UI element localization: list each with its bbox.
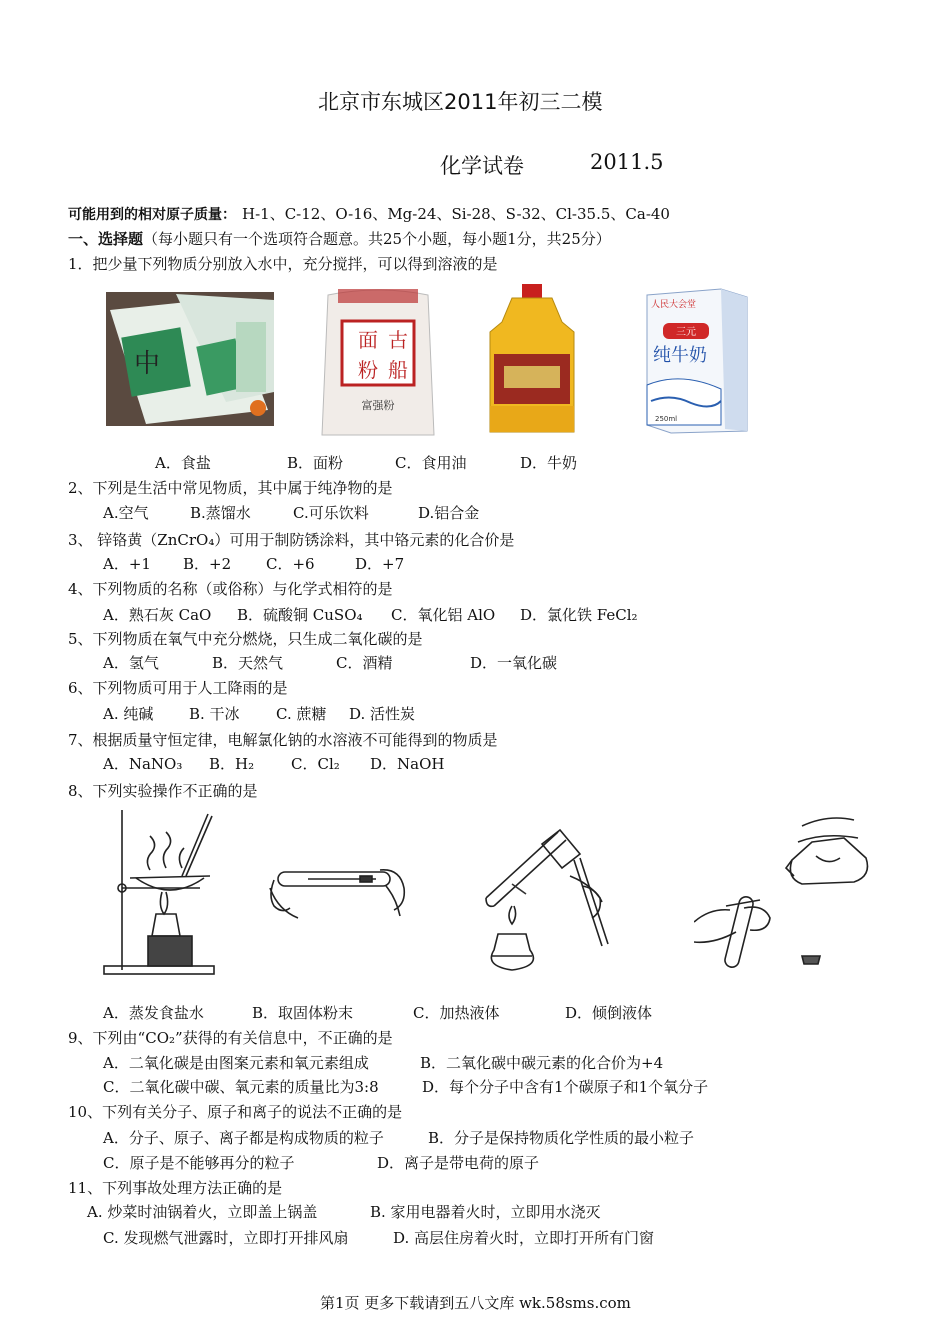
atomic-mass-values: H-1、C-12、O-16、Mg-24、Si-28、S-32、Cl-35.5、Ca-40 xyxy=(242,205,670,223)
q2-option-d: D.铝合金 xyxy=(418,504,480,522)
q3-stem: 3、 锌铬黄（ZnCrO₄）可用于制防锈涂料，其中铬元素的化合价是 xyxy=(68,531,515,549)
q11-stem: 11、下列事故处理方法正确的是 xyxy=(68,1179,283,1197)
q9-option-c: C．二氧化碳中碳、氧元素的质量比为3:8 xyxy=(103,1078,379,1096)
q2-option-b: B.蒸馏水 xyxy=(190,504,251,522)
q9-option-a: A．二氧化碳是由图案元素和氧元素组成 xyxy=(103,1054,369,1072)
exam-date: 2011.5 xyxy=(590,150,664,174)
q1-option-c: C．食用油 xyxy=(395,454,467,472)
q10-option-a: A．分子、原子、离子都是构成物质的粒子 xyxy=(103,1129,384,1147)
q10-option-b: B．分子是保持物质化学性质的最小粒子 xyxy=(428,1129,695,1147)
q1-option-d: D．牛奶 xyxy=(520,454,578,472)
q1-option-a: A．食盐 xyxy=(155,454,211,472)
q3-option-b: B．+2 xyxy=(183,555,232,573)
page-title: 北京市东城区2011年初三二模 xyxy=(318,90,603,114)
flour-label-3: 粉 xyxy=(358,358,378,382)
q11-option-c: C. 发现燃气泄露时，立即打开排风扇 xyxy=(103,1229,349,1247)
q8-option-a: A．蒸发食盐水 xyxy=(103,1004,204,1022)
q5-stem: 5、下列物质在氧气中充分燃烧，只生成二氧化碳的是 xyxy=(68,630,423,648)
section1-label: 一、选择题 xyxy=(68,230,144,248)
q6-option-b: B. 干冰 xyxy=(189,705,240,723)
q6-option-a: A. 纯碱 xyxy=(103,705,154,723)
q4-option-d: D．氯化铁 FeCl₂ xyxy=(520,606,638,624)
q9-stem: 9、下列由“CO₂”获得的有关信息中，不正确的是 xyxy=(68,1029,393,1047)
q10-option-c: C．原子是不能够再分的粒子 xyxy=(103,1154,295,1172)
q11-option-d: D. 高层住房着火时，立即打开所有门窗 xyxy=(393,1229,655,1247)
section1-heading xyxy=(68,228,611,249)
q1-stem: 1．把少量下列物质分别放入水中，充分搅拌，可以得到溶液的是 xyxy=(68,255,498,273)
q4-option-c: C．氧化铝 AlO xyxy=(391,606,496,624)
q8-option-c: C．加热液体 xyxy=(413,1004,500,1022)
q10-stem: 10、下列有关分子、原子和离子的说法不正确的是 xyxy=(68,1103,403,1121)
q7-option-a: A．NaNO₃ xyxy=(103,755,183,773)
flour-label-2: 古 xyxy=(388,328,408,352)
heating-liquid-apparatus-image xyxy=(482,826,622,974)
q8-option-d: D．倾倒液体 xyxy=(565,1004,653,1022)
q2-option-c: C.可乐饮料 xyxy=(293,504,369,522)
page-footer: 第1页 更多下载请到五八文库 wk.58sms.com xyxy=(320,1294,631,1312)
salt-char: 中 xyxy=(134,349,161,379)
q2-option-a: A.空气 xyxy=(103,504,149,522)
q6-stem: 6、下列物质可用于人工降雨的是 xyxy=(68,679,288,697)
q6-option-d: D. 活性炭 xyxy=(349,705,416,723)
q11-option-b: B. 家用电器着火时，立即用水浇灭 xyxy=(370,1203,601,1221)
q7-option-d: D．NaOH xyxy=(370,755,445,773)
q8-stem: 8、下列实验操作不正确的是 xyxy=(68,782,258,800)
q8-option-b: B．取固体粉末 xyxy=(252,1004,354,1022)
q9-option-d: D．每个分子中含有1个碳原子和1个氧分子 xyxy=(422,1078,709,1096)
q11-option-a: A. 炒菜时油锅着火，立即盖上锅盖 xyxy=(87,1203,318,1221)
flour-bag-image xyxy=(318,285,438,437)
atomic-mass-line xyxy=(68,203,670,224)
q6-option-c: C. 蔗糖 xyxy=(276,705,327,723)
q5-option-a: A．氢气 xyxy=(103,654,159,672)
q7-option-b: B．H₂ xyxy=(209,755,255,773)
subject-title: 化学试卷 xyxy=(440,154,524,178)
milk-brand-text: 三元 xyxy=(676,327,696,338)
q7-stem: 7、根据质量守恒定律，电解氯化钠的水溶液不可能得到的物质是 xyxy=(68,731,498,749)
milk-name-text: 纯牛奶 xyxy=(653,345,707,366)
flour-label-1: 面 xyxy=(358,328,378,352)
q4-stem: 4、下列物质的名称（或俗称）与化学式相符的是 xyxy=(68,580,393,598)
pouring-liquid-apparatus-image xyxy=(694,812,876,978)
q3-option-d: D．+7 xyxy=(355,555,405,573)
powder-tube-apparatus-image xyxy=(268,858,408,928)
flour-label-5: 富强粉 xyxy=(361,399,395,412)
cooking-oil-image xyxy=(482,282,582,440)
evaporation-apparatus-image xyxy=(100,810,220,980)
section1-note: （每小题只有一个选项符合题意。共25个小题，每小题1分，共25分） xyxy=(143,230,611,248)
milk-carton-image xyxy=(641,285,749,435)
salt-bag-image xyxy=(106,292,274,426)
q4-option-b: B．硫酸铜 CuSO₄ xyxy=(237,606,363,624)
q3-option-a: A．+1 xyxy=(103,555,151,573)
q4-option-a: A．熟石灰 CaO xyxy=(103,606,212,624)
q10-option-d: D．离子是带电荷的原子 xyxy=(377,1154,540,1172)
q1-option-b: B．面粉 xyxy=(287,454,344,472)
atomic-mass-label: 可能用到的相对原子质量： xyxy=(68,207,236,223)
q9-option-b: B．二氧化碳中碳元素的化合价为+4 xyxy=(420,1054,664,1072)
q2-stem: 2、下列是生活中常见物质，其中属于纯净物的是 xyxy=(68,479,393,497)
q5-option-c: C．酒精 xyxy=(336,654,393,672)
q5-option-d: D．一氧化碳 xyxy=(470,654,558,672)
q5-option-b: B．天然气 xyxy=(212,654,284,672)
milk-volume-text: 250ml xyxy=(655,415,678,423)
milk-top-text: 人民大会堂 xyxy=(651,300,697,310)
q7-option-c: C．Cl₂ xyxy=(291,755,340,773)
flour-label-4: 船 xyxy=(388,358,408,382)
q3-option-c: C．+6 xyxy=(266,555,315,573)
